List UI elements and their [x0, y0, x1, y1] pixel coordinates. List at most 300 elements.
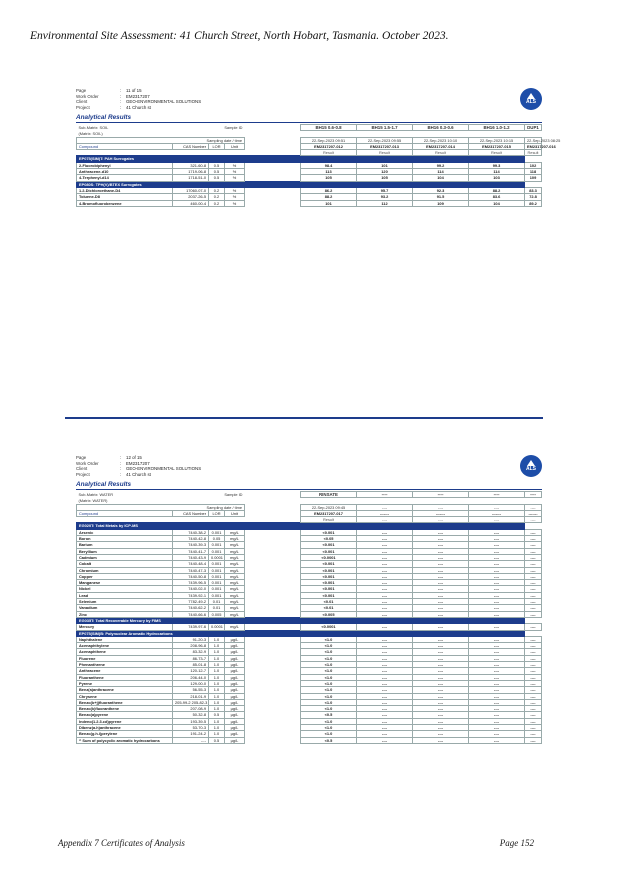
result-value: ---- — [413, 605, 469, 611]
lor-value: 1.0 — [209, 706, 225, 712]
result-value: ---- — [525, 737, 542, 743]
result-value: ---- — [357, 687, 413, 693]
result-value: ---- — [525, 567, 542, 573]
result-value: ---- — [413, 548, 469, 554]
result-value: 104 — [413, 175, 469, 181]
meta-label: Work Order — [76, 460, 99, 466]
analyte-name: Barium — [77, 542, 173, 548]
analyte-name: ^ Sum of polycyclic aromatic hydrocarbons — [77, 737, 173, 743]
analyte-name: Phenanthrene — [77, 662, 173, 668]
unit-value: % — [225, 169, 245, 175]
cas-number: ---- — [173, 737, 209, 743]
analyte-name: Chrysene — [77, 693, 173, 699]
footer-appendix: Appendix 7 Certificates of Analysis — [58, 838, 185, 848]
lor-value: 1.0 — [209, 655, 225, 661]
analyte-name: Naphthalene — [77, 636, 173, 642]
result-value: ---- — [413, 662, 469, 668]
analyte-name: Selenium — [77, 599, 173, 605]
lor-value: 1.0 — [209, 649, 225, 655]
lor-value: 0.005 — [209, 611, 225, 617]
result-value: ---- — [413, 542, 469, 548]
matrix-label: (Matrix: SOIL) — [78, 131, 103, 137]
result-value: ---- — [357, 586, 413, 592]
cas-number: 207-08-9 — [173, 706, 209, 712]
cas-header: CAS Number — [173, 510, 209, 516]
lor-value: 0.001 — [209, 542, 225, 548]
sample-id: ---- — [357, 492, 413, 498]
unit-header: Unit — [225, 510, 245, 516]
result-value: 114 — [413, 169, 469, 175]
lor-value: 1.0 — [209, 699, 225, 705]
sample-id-label: Sample ID — [224, 492, 243, 497]
meta-colon: : — [120, 455, 122, 460]
logo-triangle-icon — [527, 460, 535, 466]
cas-number: 129-00-0 — [173, 680, 209, 686]
result-value: ---- — [469, 529, 525, 535]
unit-value: % — [225, 162, 245, 168]
cas-number: 7782-49-2 — [173, 599, 209, 605]
cas-number: 7440-43-9 — [173, 554, 209, 560]
als-logo — [520, 455, 542, 477]
result-value: <0.01 — [301, 605, 357, 611]
lab-id: EM2317207-015 — [469, 143, 525, 149]
cas-number: 193-39-5 — [173, 718, 209, 724]
unit-value: µg/L — [225, 643, 245, 649]
results-table — [76, 124, 561, 207]
result-value: ---- — [525, 699, 542, 705]
unit-value: µg/L — [225, 636, 245, 642]
result-value: <1.0 — [301, 693, 357, 699]
result-value: ---- — [357, 599, 413, 605]
logo-text: ALS — [526, 465, 536, 472]
meta-value: 11 of 15 — [126, 88, 142, 93]
meta-row-project — [76, 472, 542, 478]
analyte-name: Dibenz(a.h)anthracene — [77, 724, 173, 730]
result-label: Result — [413, 150, 469, 156]
result-value: ---- — [525, 724, 542, 730]
result-value: <1.0 — [301, 724, 357, 730]
result-value: <1.0 — [301, 706, 357, 712]
result-value: 105 — [301, 175, 357, 181]
lor-value: 0.001 — [209, 548, 225, 554]
result-value: 118 — [525, 169, 542, 175]
results-table — [76, 491, 542, 744]
lor-value: 1.0 — [209, 668, 225, 674]
analyte-name: 4-Terphenyl-d14 — [77, 175, 173, 181]
result-value: <1.0 — [301, 662, 357, 668]
result-value: ---- — [469, 674, 525, 680]
lab-id: EM2317207-017 — [301, 510, 357, 516]
result-value: ---- — [357, 712, 413, 718]
result-value: ---- — [357, 693, 413, 699]
section-title: EG020T: Total Metals by ICP-MS — [77, 523, 525, 529]
result-value: <0.01 — [301, 599, 357, 605]
result-value: ---- — [357, 724, 413, 730]
result-value: <0.001 — [301, 561, 357, 567]
logo-text: ALS — [526, 98, 536, 105]
lor-value: 0.5 — [209, 175, 225, 181]
result-value: 102 — [525, 162, 542, 168]
cas-number: 85-01-8 — [173, 662, 209, 668]
report-meta — [76, 455, 542, 481]
unit-value: µg/L — [225, 712, 245, 718]
sampling-date: 22-Sep-2023 09:45 — [301, 504, 357, 510]
result-value: 88.2 — [301, 194, 357, 200]
result-value: ---- — [413, 573, 469, 579]
result-value: <0.001 — [301, 567, 357, 573]
analyte-name: Fluorene — [77, 655, 173, 661]
result-value: ---- — [525, 605, 542, 611]
result-value: ---- — [357, 580, 413, 586]
unit-value: µg/L — [225, 668, 245, 674]
result-value: <1.0 — [301, 655, 357, 661]
result-value: ---- — [469, 536, 525, 542]
result-value: ---- — [525, 592, 542, 598]
result-value: ---- — [413, 592, 469, 598]
result-value: ---- — [525, 643, 542, 649]
cas-number: 1718-51-0 — [173, 175, 209, 181]
result-value: <1.0 — [301, 643, 357, 649]
sample-id: BH15 1.5-1.7 — [357, 125, 413, 131]
result-value: ---- — [357, 573, 413, 579]
result-value: ---- — [357, 680, 413, 686]
result-value: <0.001 — [301, 542, 357, 548]
unit-value: mg/L — [225, 580, 245, 586]
analyte-name: 4-Bromofluorobenzene — [77, 200, 173, 206]
unit-value: mg/L — [225, 599, 245, 605]
lor-value: 1.0 — [209, 731, 225, 737]
result-value: ---- — [469, 624, 525, 630]
lab-id: ------- — [357, 510, 413, 516]
logo-triangle-icon — [527, 93, 535, 99]
result-value: ---- — [525, 636, 542, 642]
result-value: ---- — [413, 649, 469, 655]
result-value: <0.001 — [301, 573, 357, 579]
cas-number: 218-01-9 — [173, 693, 209, 699]
lab-id: EM2317207-014 — [413, 143, 469, 149]
meta-row-project — [76, 105, 542, 111]
lor-value: 1.0 — [209, 724, 225, 730]
result-value: ---- — [469, 693, 525, 699]
result-value: 83.3 — [525, 187, 542, 193]
cas-number: 1719-06-8 — [173, 169, 209, 175]
cas-number: 205-99-2 205-82-3 — [173, 699, 209, 705]
result-value: ---- — [413, 567, 469, 573]
unit-value: mg/L — [225, 567, 245, 573]
analyte-name: Benzo(g.h.i)perylene — [77, 731, 173, 737]
lor-value: 0.01 — [209, 605, 225, 611]
result-value: 98.4 — [301, 162, 357, 168]
section-title: EP075(SIM)B: Polynuclear Aromatic Hydrocarbons — [77, 630, 525, 636]
cas-number: 50-32-8 — [173, 712, 209, 718]
result-value: ---- — [469, 586, 525, 592]
result-value: ---- — [525, 712, 542, 718]
result-value: <1.0 — [301, 699, 357, 705]
lor-value: 0.0001 — [209, 554, 225, 560]
result-value: ---- — [469, 668, 525, 674]
analyte-name: Anthracene — [77, 668, 173, 674]
result-value: ---- — [413, 668, 469, 674]
result-value: <1.0 — [301, 718, 357, 724]
table-row — [77, 737, 542, 743]
result-value: ---- — [525, 706, 542, 712]
result-value: 103 — [469, 175, 525, 181]
cas-number: 191-24-2 — [173, 731, 209, 737]
result-value: ---- — [357, 662, 413, 668]
sample-id: ---- — [525, 492, 542, 498]
lor-value: 0.5 — [209, 169, 225, 175]
result-value: <0.005 — [301, 611, 357, 617]
sampling-date: ---- — [413, 504, 469, 510]
unit-value: µg/L — [225, 680, 245, 686]
sampling-date: 22-Sep-2023 10:15 — [469, 137, 525, 143]
result-value: 89.2 — [525, 200, 542, 206]
report-meta — [76, 88, 542, 114]
lor-value: 1.0 — [209, 693, 225, 699]
cas-number: 7440-50-8 — [173, 573, 209, 579]
result-value: ---- — [413, 724, 469, 730]
result-value: ---- — [525, 542, 542, 548]
result-value: 101 — [357, 162, 413, 168]
result-value: ---- — [469, 655, 525, 661]
sampling-date-label: Sampling date / time — [77, 504, 245, 510]
result-value: ---- — [469, 573, 525, 579]
result-value: <1.0 — [301, 687, 357, 693]
meta-value: EM2317207 — [126, 460, 150, 466]
result-value: ---- — [469, 662, 525, 668]
lor-value: 0.2 — [209, 200, 225, 206]
unit-value: mg/L — [225, 624, 245, 630]
unit-value: µg/L — [225, 687, 245, 693]
result-value: ---- — [525, 554, 542, 560]
result-value: ---- — [525, 731, 542, 737]
meta-label: Client — [76, 99, 88, 105]
result-value: ---- — [469, 687, 525, 693]
result-value: <0.001 — [301, 592, 357, 598]
result-value: ---- — [469, 599, 525, 605]
sampling-date-label: Sampling date / time — [77, 137, 245, 143]
sample-id: BH16 0.3-0.6 — [413, 125, 469, 131]
analyte-name: Beryllium — [77, 548, 173, 554]
result-value: ---- — [357, 542, 413, 548]
result-value: 104 — [469, 200, 525, 206]
result-value: ---- — [357, 706, 413, 712]
result-value: ---- — [413, 636, 469, 642]
result-value: 113 — [301, 169, 357, 175]
result-label: Result — [525, 150, 542, 156]
lor-value: 0.0001 — [209, 624, 225, 630]
analyte-name: Lead — [77, 592, 173, 598]
unit-value: µg/L — [225, 737, 245, 743]
result-value: 72.8 — [525, 194, 542, 200]
result-value: ---- — [413, 687, 469, 693]
result-value: ---- — [469, 718, 525, 724]
unit-value: µg/L — [225, 718, 245, 724]
result-value: ---- — [413, 699, 469, 705]
result-value: ---- — [525, 687, 542, 693]
result-value: <1.0 — [301, 731, 357, 737]
result-value: ---- — [525, 655, 542, 661]
result-value: <1.0 — [301, 668, 357, 674]
unit-value: mg/L — [225, 611, 245, 617]
result-value: ---- — [357, 567, 413, 573]
result-value: ---- — [357, 592, 413, 598]
meta-value: 41 Church st — [126, 471, 151, 477]
result-value: ---- — [357, 611, 413, 617]
analyte-name: Nickel — [77, 586, 173, 592]
lor-value: 1.0 — [209, 674, 225, 680]
result-value: 92.3 — [413, 187, 469, 193]
result-value: ---- — [413, 680, 469, 686]
sampling-date: ---- — [469, 504, 525, 510]
analytical-results-title: Analytical Results — [76, 481, 542, 490]
result-value: ---- — [357, 699, 413, 705]
lab-id: EM2317207-016 — [525, 143, 542, 149]
cas-number: 7440-66-6 — [173, 611, 209, 617]
result-value: ---- — [357, 731, 413, 737]
result-value: ---- — [413, 586, 469, 592]
unit-value: µg/L — [225, 649, 245, 655]
result-value: ---- — [413, 554, 469, 560]
meta-value: 12 of 15 — [126, 455, 142, 460]
result-value: ---- — [413, 611, 469, 617]
cas-number: 91-20-3 — [173, 636, 209, 642]
result-value: <0.001 — [301, 529, 357, 535]
result-value: ---- — [357, 554, 413, 560]
result-value: ---- — [413, 561, 469, 567]
result-value: ---- — [469, 737, 525, 743]
lor-value: 0.05 — [209, 536, 225, 542]
analyte-name: Toluene-D8 — [77, 194, 173, 200]
unit-value: mg/L — [225, 561, 245, 567]
result-value: ---- — [525, 693, 542, 699]
sub-matrix: Sub-Matrix: WATER — [78, 492, 114, 497]
meta-colon: : — [120, 466, 122, 472]
result-value: <0.5 — [301, 737, 357, 743]
document-header: Environmental Site Assessment: 41 Church Street, North Hobart, Tasmania. October 2023. — [30, 30, 449, 42]
lor-header: LOR — [209, 143, 225, 149]
result-value: <1.0 — [301, 680, 357, 686]
section-title: EG035T: Total Recoverable Mercury by FIMS — [77, 617, 525, 623]
result-value: ---- — [413, 599, 469, 605]
sample-id: ---- — [413, 492, 469, 498]
result-value: ---- — [357, 655, 413, 661]
result-value: ---- — [357, 624, 413, 630]
analyte-name: Cadmium — [77, 554, 173, 560]
result-value: ---- — [413, 712, 469, 718]
meta-colon: : — [120, 99, 122, 105]
unit-value: % — [225, 187, 245, 193]
analyte-name: Arsenic — [77, 529, 173, 535]
result-value: ---- — [413, 529, 469, 535]
result-value: ---- — [469, 548, 525, 554]
als-logo — [520, 88, 542, 110]
analyte-name: 1.2-Dichloroethane-D4 — [77, 187, 173, 193]
unit-value: % — [225, 194, 245, 200]
lab-id: ------- — [469, 510, 525, 516]
compound-header: Compound — [77, 510, 173, 516]
result-value: ---- — [469, 699, 525, 705]
result-value: ---- — [525, 674, 542, 680]
cas-number: 7440-42-8 — [173, 536, 209, 542]
unit-value: mg/L — [225, 536, 245, 542]
meta-label: Page — [76, 88, 87, 93]
result-value: <0.05 — [301, 536, 357, 542]
cas-number: 7439-97-6 — [173, 624, 209, 630]
result-label: ---- — [413, 517, 469, 523]
result-label: ---- — [357, 517, 413, 523]
meta-value: EM2317207 — [126, 93, 150, 99]
result-value: ---- — [469, 649, 525, 655]
lor-value: 0.001 — [209, 529, 225, 535]
result-value: 114 — [469, 169, 525, 175]
sampling-date: 22-Sep-2023 09:51 — [301, 137, 357, 143]
cas-number: 321-60-8 — [173, 162, 209, 168]
meta-label: Work Order — [76, 93, 99, 99]
result-value: ---- — [469, 580, 525, 586]
meta-label: Page — [76, 455, 87, 460]
unit-value: % — [225, 200, 245, 206]
result-value: 83.6 — [469, 194, 525, 200]
lor-value: 0.5 — [209, 712, 225, 718]
section-title: EP075(SIM)T: PAH Surrogates — [77, 156, 525, 162]
analyte-name: Copper — [77, 573, 173, 579]
result-label: Result — [469, 150, 525, 156]
lor-value: 0.001 — [209, 561, 225, 567]
result-value: ---- — [469, 680, 525, 686]
cas-number: 7440-39-3 — [173, 542, 209, 548]
cas-number: 7439-92-1 — [173, 592, 209, 598]
result-value: ---- — [357, 636, 413, 642]
analyte-name: Indeno(1.2.3.cd)pyrene — [77, 718, 173, 724]
meta-label: Client — [76, 466, 88, 472]
cas-number: 17060-07-0 — [173, 187, 209, 193]
lor-value: 1.0 — [209, 718, 225, 724]
unit-value: µg/L — [225, 674, 245, 680]
unit-value: mg/L — [225, 573, 245, 579]
unit-value: µg/L — [225, 655, 245, 661]
result-value: ---- — [469, 731, 525, 737]
result-value: <0.001 — [301, 548, 357, 554]
result-value: 109 — [413, 200, 469, 206]
result-value: ---- — [357, 674, 413, 680]
sample-id: RINSATE — [301, 492, 357, 498]
lab-id: EM2317207-013 — [357, 143, 413, 149]
result-value: ---- — [469, 592, 525, 598]
result-value: 120 — [357, 169, 413, 175]
lor-value: 0.001 — [209, 586, 225, 592]
analyte-name: Benzo(a)pyrene — [77, 712, 173, 718]
unit-value: µg/L — [225, 699, 245, 705]
lor-value: 0.01 — [209, 599, 225, 605]
compound-header: Compound — [77, 143, 173, 149]
cas-number: 83-32-9 — [173, 649, 209, 655]
result-value: ---- — [525, 561, 542, 567]
unit-value: mg/L — [225, 529, 245, 535]
lab-id: ------- — [413, 510, 469, 516]
result-value: ---- — [357, 548, 413, 554]
unit-value: µg/L — [225, 662, 245, 668]
unit-value: µg/L — [225, 724, 245, 730]
lor-value: 0.5 — [209, 737, 225, 743]
result-value: ---- — [525, 624, 542, 630]
unit-header: Unit — [225, 143, 245, 149]
meta-label: Project — [76, 471, 90, 477]
result-value: ---- — [525, 548, 542, 554]
page-divider — [65, 417, 543, 419]
sampling-date: 22-Sep-2023 10:10 — [413, 137, 469, 143]
cas-number: 460-00-4 — [173, 200, 209, 206]
